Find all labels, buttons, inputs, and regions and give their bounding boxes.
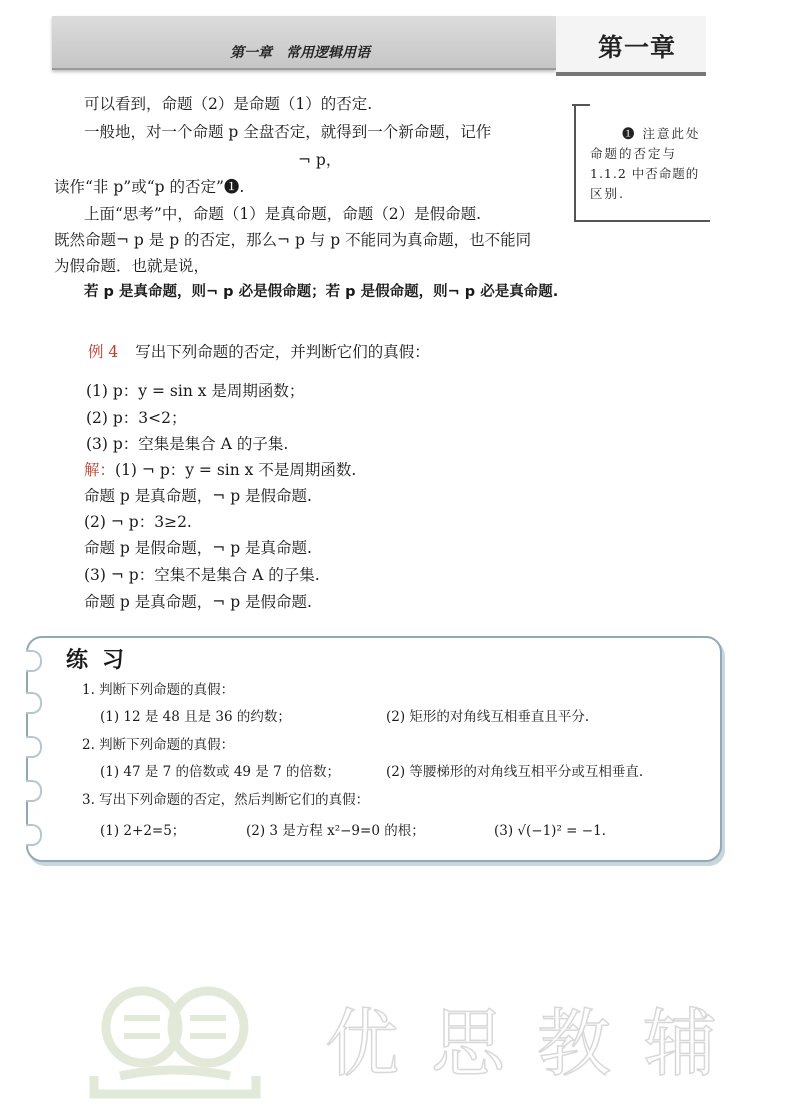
body-line-1: 可以看到，命题（2）是命题（1）的否定. [84, 95, 373, 113]
solution-line-5: (3) ¬ p：空集不是集合 A 的子集. [84, 566, 320, 584]
solution-line-6: 命题 p 是真命题，¬ p 是假命题. [84, 593, 312, 611]
exercise-q1b: (2) 矩形的对角线互相垂直且平分. [386, 709, 590, 725]
body-line-2: 一般地，对一个命题 p 全盘否定，就得到一个新命题，记作 [84, 123, 492, 141]
exercise-q3: 3. 写出下列命题的否定，然后判断它们的真假： [82, 792, 370, 808]
solution-line-4: 命题 p 是假命题，¬ p 是真命题. [84, 539, 312, 557]
example-item-2: (2) p：3<2； [86, 409, 187, 427]
side-note-line-4: 区别. [590, 186, 625, 201]
solution-line-1 [84, 460, 356, 480]
side-note-tick [572, 104, 590, 106]
exercise-q3c: (3) √(−1)² = −1. [494, 823, 606, 839]
exercise-q3a: (1) 2+2=5； [100, 823, 186, 839]
exercise-q2: 2. 判断下列命题的真假： [82, 737, 235, 753]
example-item-3: (3) p：空集是集合 A 的子集. [86, 435, 289, 453]
exercise-title: 练习 [66, 648, 139, 673]
exercise-q2b: (2) 等腰梯形的对角线互相平分或互相垂直. [386, 764, 644, 780]
side-note-line-1: ❶ 注意此处 [622, 126, 701, 141]
side-note-line-2: 命题的否定与 [590, 146, 678, 161]
solution-line-2: 命题 p 是真命题，¬ p 是假命题. [84, 487, 312, 505]
exercise-q2a: (1) 47 是 7 的倍数或 49 是 7 的倍数； [100, 764, 340, 780]
example-heading [88, 342, 430, 362]
solution-line-3: (2) ¬ p：3≥2. [84, 513, 192, 531]
watermark-char: 教 [537, 1001, 611, 1087]
example-label: 例 4 [88, 343, 119, 361]
watermark-char: 思 [431, 1001, 505, 1087]
example-prompt: 写出下列命题的否定，并判断它们的真假： [135, 343, 430, 361]
exercise-q1a: (1) 12 是 48 且是 36 的约数； [100, 709, 291, 725]
neg-p-display: ¬ p， [298, 151, 342, 169]
solution-first: (1) ¬ p：y = sin x 不是周期函数. [115, 461, 357, 479]
running-head: 第一章 常用逻辑用语 [230, 45, 370, 61]
chapter-title: 第一章 [598, 33, 677, 62]
exercise-q1: 1. 判断下列命题的真假： [82, 682, 235, 698]
body-line-6: 既然命题¬ p 是 p 的否定，那么¬ p 与 p 不能同为真命题，也不能同 [54, 231, 532, 249]
watermark-logo-icon [80, 972, 270, 1102]
key-statement: 若 p 是真命题，则¬ p 必是假命题；若 p 是假命题，则¬ p 必是真命题. [84, 284, 559, 300]
body-line-5: 上面“思考”中，命题（1）是真命题，命题（2）是假命题. [84, 205, 482, 223]
solution-label: 解： [84, 461, 116, 479]
body-line-4: 读作“非 p”或“p 的否定”❶. [54, 178, 245, 196]
watermark-char: 辅 [643, 1001, 717, 1087]
example-item-1: (1) p：y = sin x 是周期函数； [86, 382, 305, 400]
side-note-line-3: 1.1.2 中否命题的 [590, 166, 700, 181]
exercise-q3b: (2) 3 是方程 x²−9=0 的根； [246, 823, 425, 839]
body-line-7: 为假命题．也就是说， [54, 257, 210, 275]
watermark-char: 优 [325, 1001, 399, 1087]
